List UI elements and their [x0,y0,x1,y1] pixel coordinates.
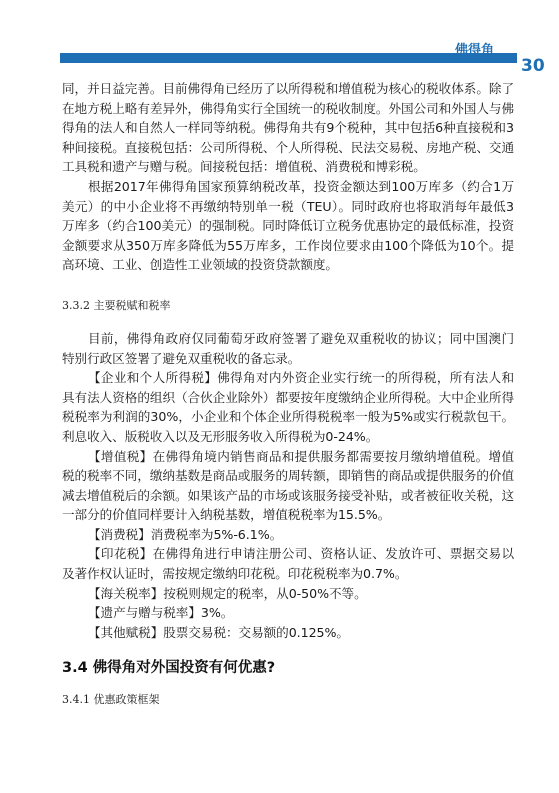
paragraph-double-taxation: 目前，佛得角政府仅同葡萄牙政府签署了避免双重税收的协议；同中国澳门特别行政区签署了避免双重税收的备忘录。 [62,330,514,366]
paragraph-income-tax: 【企业和个人所得税】佛得角对内外资企业实行统一的所得税，所有法人和具有法人资格的组织（合伙企业除外）都要按年度缴纳企业所得税。大中企业所得税税率为利润的30%，小企业和个体企业所得税税率一般为5%或实行税款包干。利息收入、版税收入以及无形服务收入所得税为0-24%。 [62,370,514,444]
header-section-name: 佛得角 [455,43,495,58]
subsection-heading-policy-framework: 3.4.1 优惠政策框架 [62,693,160,707]
paragraph-stamp-duty: 【印花税】在佛得角进行申请注册公司、资格认证、发放许可、票据交易以及著作权认证时，需按规定缴纳印花税。印花税税率为0.7%。 [62,546,514,582]
page-content [62,79,514,723]
paragraph-inheritance-tax: 【遗产与赠与税率】3%。 [88,605,234,621]
paragraph-customs: 【海关税率】按税则规定的税率，从0-50%不等。 [88,585,367,601]
header-bar [60,53,517,63]
paragraph-other-taxes: 【其他赋税】股票交易税：交易额的0.125%。 [88,624,349,640]
section-heading-investment-incentives: 3.4 佛得角对外国投资有何优惠? [62,660,276,677]
paragraph-budget-reform: 根据2017年佛得角国家预算纳税改革，投资金额达到100万库多（约合1万美元）的中小企业将不再缴纳特别单一税（TEU）。同时政府也将取消每年最低3万库多（约合100美元）的强制税。同时降低订立税务优惠协定的最低标准，投资金额要求从350万库多降低为55万库多，工作岗位要求由100个降低为10个。提高环境、工业、创造性工业领域的投资贷款额度。 [62,178,514,273]
subsection-heading-main-taxes: 3.3.2 主要税赋和税率 [62,298,171,312]
page-number: 30 [521,56,545,76]
paragraph-tax-system: 同，并日益完善。目前佛得角已经历了以所得税和增值税为核心的税收体系。除了在地方税上略有差异外，佛得角实行全国统一的税收制度。外国公司和外国人与佛得角的法人和自然人一样同等纳税。佛得角共有9个税种，其中包括6种直接税和3种间接税。直接税包括：公司所得税、个人所得税、民法交易税、房地产税、交通工具税和遗产与赠与税。间接税包括：增值税、消费税和博彩税。 [62,81,514,175]
paragraph-consumption-tax: 【消费税】消费税率为5%-6.1%。 [88,526,283,542]
paragraph-vat: 【增值税】在佛得角境内销售商品和提供服务都需要按月缴纳增值税。增值税的税率不同，缴纳基数是商品或服务的周转额，即销售的商品或提供服务的价值减去增值税后的余额。如果该产品的市场或该服务接受补贴，或者被征收关税，这一部分的价值同样要计入纳税基数，增值税税率为15.5%。 [62,448,514,523]
